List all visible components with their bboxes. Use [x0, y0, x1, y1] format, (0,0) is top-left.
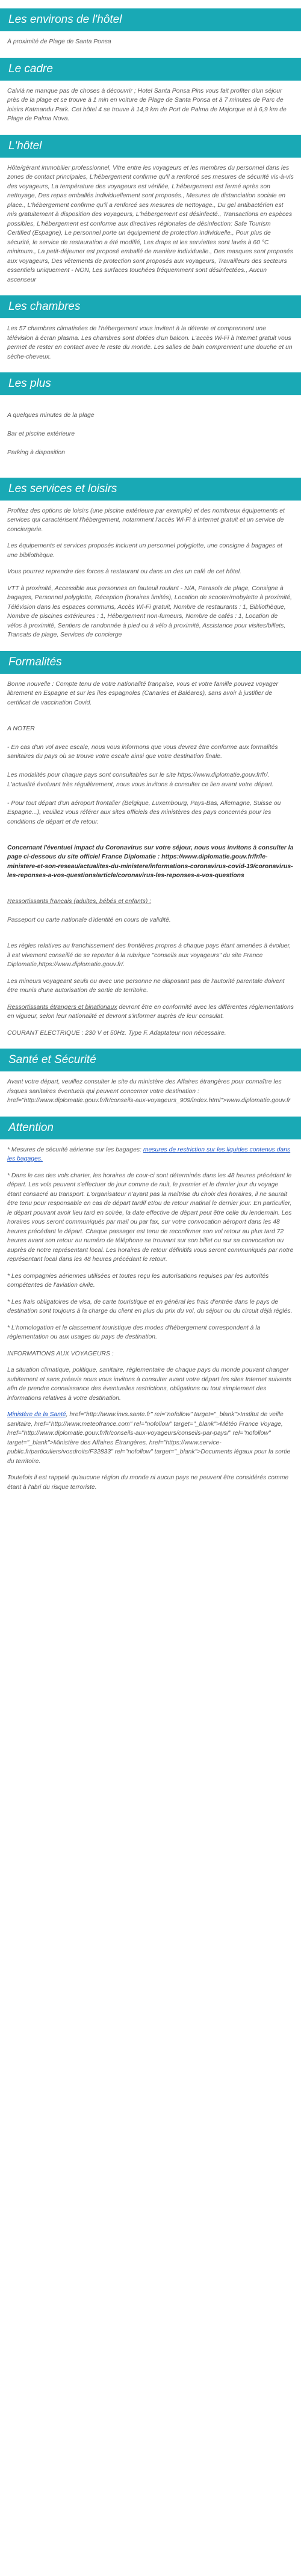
- mineurs-text: Les mineurs voyageant seuls ou avec une personne ne disposant pas de l'autorité parentale doivent être munis d'une autorisation de sortie de territoire.: [7, 978, 285, 994]
- section-environs: [0, 8, 301, 58]
- environs-text: À proximité de Plage de Santa Ponsa: [7, 39, 111, 45]
- attention-terrorisme: Toutefois il est rappelé qu'aucune région du monde ni aucun pays ne peuvent être considérés comme étant à l'abri du risque terroriste.: [7, 1474, 289, 1491]
- section-title-cadre: Le cadre: [0, 58, 301, 81]
- section-title-formalites: Formalités: [0, 651, 301, 674]
- anoter-line: - Pour tout départ d'un aéroport frontalier (Belgique, Luxembourg, Pays-Bas, Allemagne, Suisse ou Espagne...), veuillez vous référer aux sites officiels des ministères des pays concernés pour les conditions de départ et de retour.: [7, 800, 281, 825]
- section-chambres: [0, 295, 301, 372]
- cadre-text: Calvià ne manque pas de choses à découvrir ; Hotel Santa Ponsa Pins vous fait profiter d'un séjour près de la plage et se trouve à 1 min en voiture de Plage de Santa Ponsa et à 7 minutes de Parc de loisirs Katmandu Park. Cet hôtel 4 se trouve à 14,9 km de Port de Palma de Majorque et à 6,9 km de Plage de Palma Nova.: [7, 87, 287, 122]
- services-paragraph: Vous pourrez reprendre des forces à restaurant ou dans un des un café de cet hôtel.: [7, 569, 241, 575]
- liquides-restriction-link[interactable]: mesures de restriction sur les liquides contenus dans les bagages.: [7, 1146, 291, 1162]
- plus-item: A quelques minutes de la plage: [7, 411, 95, 419]
- attention-situation: La situation climatique, politique, sanitaire, réglementaire de chaque pays du monde pouvant changer subitement et sans préavis nous vous invitons à consulter avant votre départ les sites Internet suivants afin de prendre connaissance des éventuelles restrictions, obligations ou tout simplement des informations relatives à votre destination.: [7, 1367, 291, 1402]
- sante-text: Avant votre départ, veuillez consulter le site du ministère des Affaires étrangères pour connaître les risques sanitaires éventuels qui peuvent concerner votre destination : href="http://www.diplomatie.gouv.fr/fr/conseils-aux-voyageurs_909/index.html">www.diplomatie.gouv.fr: [7, 1079, 291, 1104]
- links-text: , href="http://www.invs.sante.fr" rel="nofollow" target="_blank">Institut de veille sanitaire, href="http://www.meteofrance.com" rel="nofollow" target="_blank">Météo France Voyage, href="http://www.diplomatie.gouv.fr/fr/conseils-aux-voyageurs/conseils-par-pays/" rel="nofollow" target="_blank">Ministère des Affaires Étrangères, href="https://www.service-public.fr/particuliers/vosdroits/F32833" rel="nofollow" target="_blank">Documents légaux pour la sortie du territoire.: [7, 1411, 291, 1465]
- section-title-services: Les services et loisirs: [0, 478, 301, 501]
- section-services: [0, 478, 301, 651]
- ressortissants-fr-text: Passeport ou carte nationale d'identité en cours de validité.: [7, 917, 171, 923]
- services-paragraph: Les équipements et services proposés incluent un personnel polyglotte, une consigne à bagages et une bibliothèque.: [7, 543, 282, 559]
- etrangers-text: devront être en conformité avec les différentes réglementations en vigueur, selon leur nationalité et devront s'informer auprès de leur consulat.: [7, 1003, 294, 1020]
- anoter-title: A NOTER: [7, 725, 35, 732]
- section-title-attention: Attention: [0, 1117, 301, 1139]
- section-title-hotel: L'hôtel: [0, 135, 301, 158]
- services-paragraph: Profitez des options de loisirs (une piscine extérieure par exemple) et des nombreux équipements et services qui caractérisent l'hébergement, notamment l'accès Wi-Fi à Internet gratuit et un service de conciergerie.: [7, 507, 285, 533]
- attention-compagnies: * Les compagnies aériennes utilisées et toutes reçu les autorisations requises par les autorités compétentes de l'aviation civile.: [7, 1272, 269, 1289]
- section-title-sante: Santé et Sécurité: [0, 1049, 301, 1071]
- chambres-text: Les 57 chambres climatisées de l'hébergement vous invitent à la détente et comprennent une télévision à écran plasma. Les chambres sont dotées d'un balcon. L'accès Wi-Fi à Internet gratuit vous permet de rester en contact avec le reste du monde. Les salles de bain comprennent une douche et un sèche-cheveux.: [7, 325, 293, 360]
- info-voyageurs-title: INFORMATIONS AUX VOYAGEURS :: [7, 1350, 114, 1357]
- attention-charter: * Dans le cas des vols charter, les horaires de cour-ci sont déterminés dans les 48 heures précédant le départ. Les vols peuvent s'effectuer de jour comme de nuit, le premier et le dernier jour du voyage étant consacré au transport. L'organisateur n'ayant pas la maîtrise du choix des horaires, il ne saurait être tenu pour responsable en cas de départ tardif et/ou de retour matinal le dernier jour. En particulier, le départ pouvant avoir lieu tard en soirée, la date effective de départ peut être celle du lendemain. Les horaires vous seront communiqués par mail ou par fax, sur votre convocation aéroport dans les 48 heures précédant le départ. Chaque passager est tenu de reconfirmer son vol retour au plus tard 72 heures avant son retour au numéro de téléphone se trouvant sur son billet ou sur sa convocation ou auprès de notre représentant local. Les horaires de retour définitifs vous seront communiqués par notre représentant local dans les 48 heures précédant le retour.: [7, 1172, 294, 1263]
- ressortissants-fr-title: Ressortissants français (adultes, bébés et enfants) :: [7, 898, 152, 905]
- section-cadre: [0, 58, 301, 135]
- section-formalites: [0, 651, 301, 1049]
- anoter-line: - En cas d'un vol avec escale, nous vous informons que vous devrez être conforme aux formalités sanitaires du pays où se trouve votre escale ainsi que votre destination finale.: [7, 744, 278, 760]
- attention-homologation: * L'homologation et le classement touristique des modes d'hébergement correspondent à la réglementation ou aux usages du pays de destination.: [7, 1324, 261, 1340]
- courant-electrique: COURANT ELECTRIQUE : 230 V et 50Hz. Type F. Adaptateur non nécessaire.: [7, 1029, 226, 1037]
- section-attention: [0, 1117, 301, 1503]
- section-plus: [0, 372, 301, 478]
- section-sante: [0, 1049, 301, 1117]
- regles-text: Les règles relatives au franchissement des frontières propres à chaque pays étant amenées à évoluer, il est vivement conseillé de se reporter à la rubrique "conseils aux voyageurs" du site France Diplomatie,https://www.diplomatie.gouv.fr/.: [7, 943, 291, 968]
- section-hotel: [0, 135, 301, 296]
- coronavirus-notice: Concernant l'éventuel impact du Coronavirus sur votre séjour, nous vous invitons à consulter la page ci-dessous du site officiel France Diplomatie : https://www.diplomatie.gouv.fr/fr/le-ministere-et-son-reseau/actualites-du-ministere/informations-coronavirus-covid-19/coronavirus-les-reponses-a-vos-questions/article/coronavirus-les-reponses-a-vos-questions: [7, 844, 294, 879]
- plus-item: Bar et piscine extérieure: [7, 430, 75, 437]
- anoter-line: Les modalités pour chaque pays sont consultables sur le site https://www.diplomatie.gouv.fr/fr/. L'actualité évoluant très régulièrement, nous vous invitons à consulter ce lien avant votre départ.: [7, 772, 274, 788]
- section-title-plus: Les plus: [0, 372, 301, 395]
- plus-item: Parking à disposition: [7, 449, 65, 456]
- section-title-environs: Les environs de l'hôtel: [0, 8, 301, 31]
- ministere-sante-link[interactable]: Ministère de la Santé: [7, 1411, 66, 1418]
- etrangers-title: Ressortissants étrangers et binationaux: [7, 1003, 117, 1011]
- section-title-chambres: Les chambres: [0, 295, 301, 318]
- bagages-prefix: * Mesures de sécurité aérienne sur les bagages:: [7, 1146, 143, 1153]
- hotel-text: Hôte/gérant immobilier professionnel, Vitre entre les voyageurs et les membres du personnel dans les zones de contact principales, L'hébergement confirme qu'il a renforcé ses mesures de sécurité vis-à-vis des voyageurs, La température des voyageurs est vérifiée, L'hébergement est fermé après son nettoyage, Des repas emballés individuellement sont proposés., Mesures de distanciation sociale en place., L'hébergement confirme qu'il a renforcé ses mesures de nettoyage., Du gel antibactérien est mis gratuitement à disposition des voyageurs, L'hébergement est désinfecté., Transactions en espèces possibles, L'hébergement est conforme aux directives régionales de désinfection: Safe Tourism Certified (Espagne), Le personnel porte un équipement de protection individuelle., Pour plus de sécurité, le service de restauration a été modifié, Les draps et les serviettes sont lavés à 60 °C minimum., La petit-déjeuner est proposé emballé de manière individuelle., Des masques sont proposés aux voyageurs, Des vêtements de protection sont proposés aux voyageurs, Travailleurs des secteurs essentiels uniquement - NON, Les surfaces touchées fréquemment sont désinfectées., Aucun ascenseur: [7, 164, 294, 283]
- services-paragraph: VTT à proximité, Accessible aux personnes en fauteuil roulant - N/A, Parasols de plage, Consigne à bagages, Personnel polyglotte, Réception (horaires limités), Location de scooter/mobylette à proximité, Télévision dans les espaces communs, Accès Wi-Fi gratuit, Nombre de restaurants : 1, Bibliothèque, Nombre de piscines extérieures : 1, Hébergement non-fumeurs, Nombre de cafés : 1, Location de vélos à proximité, Sentiers de randonnée à pied ou à vélo à proximité, Assistance pour visites/billets, Transats de plage, Services de concierge: [7, 585, 293, 638]
- attention-frais: * Les frais obligatoires de visa, de carte touristique et en général les frais d'entrée dans le pays de destination sont toujours à la charge du client en plus du prix du vol, du séjour ou du circuit déjà réglés.: [7, 1298, 293, 1314]
- formalites-intro: Bonne nouvelle : Compte tenu de votre nationalité française, vous et votre famille pouvez voyager librement en Espagne et sur les îles espagnoles (Canaries et Baléares), sans avoir à justifier de certificat de vaccination Covid.: [7, 680, 278, 706]
